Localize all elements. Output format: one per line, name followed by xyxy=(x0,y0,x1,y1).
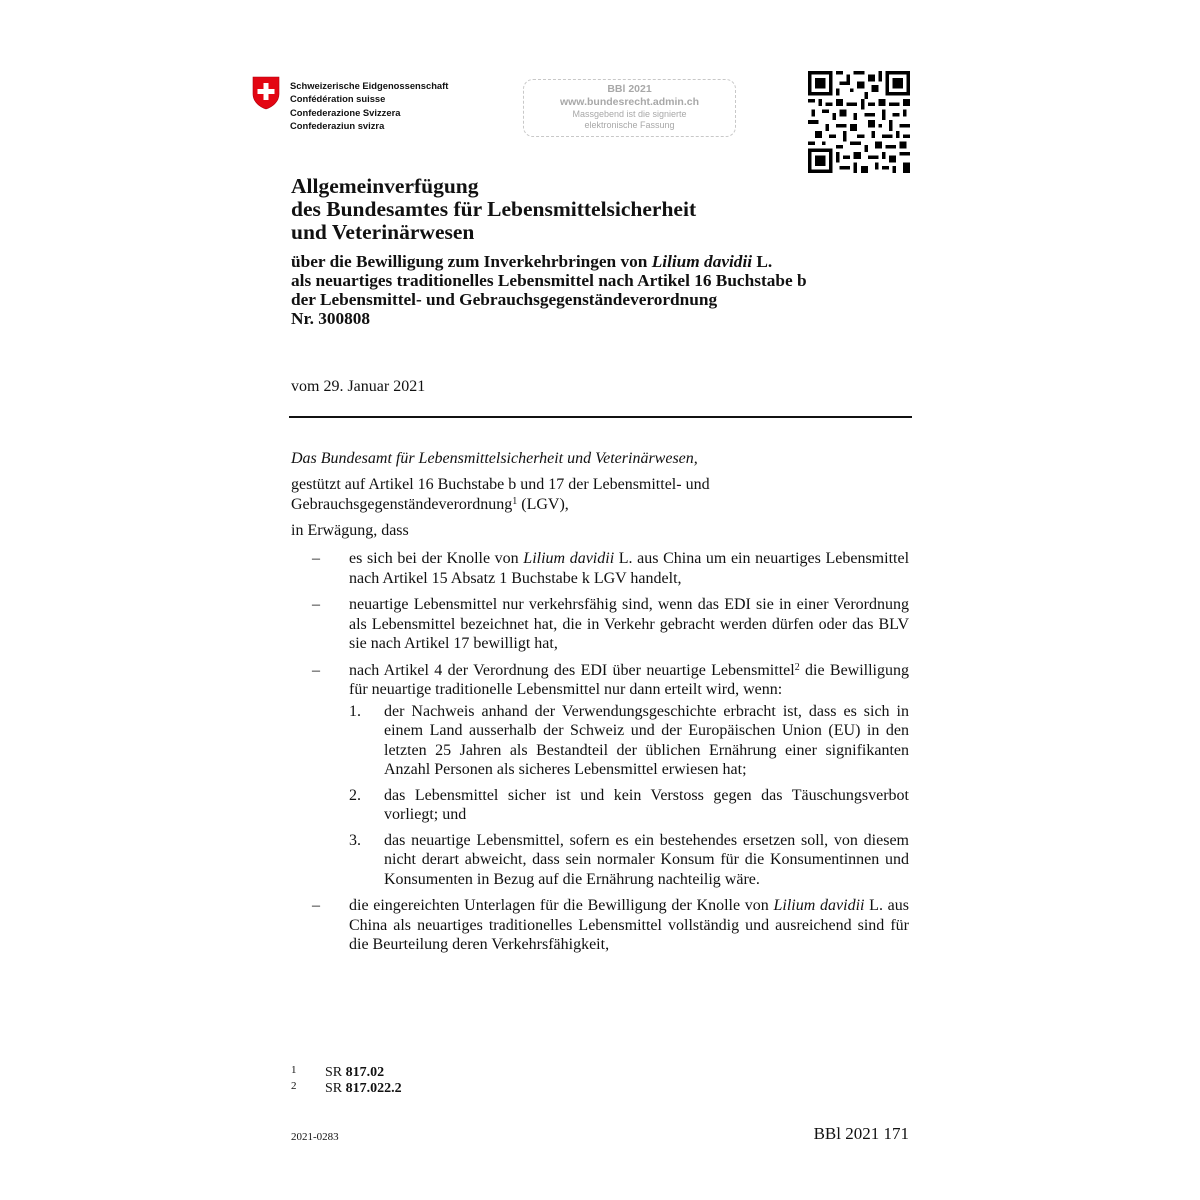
swiss-coat-of-arms-icon xyxy=(252,76,280,110)
document-title xyxy=(291,175,696,244)
title-line-2: des Bundesamtes für Lebensmittelsicherheit xyxy=(291,197,697,221)
footnote-1-link[interactable]: 817.02 xyxy=(345,1065,385,1080)
confederation-name-rm: Confederaziun svizra xyxy=(290,119,385,131)
stamp-url[interactable]: www.bundesrecht.admin.ch xyxy=(559,96,700,108)
document-subtitle xyxy=(291,252,807,328)
list-item: – es sich bei der Knolle von Lilium davidii L. aus China um ein neuartiges Lebensmittel nach Artikel 15 Absatz 1 Buchstabe k LGV handelt, xyxy=(312,550,910,587)
confederation-name-it: Confederazione Svizzera xyxy=(290,106,401,118)
considerations-heading: in Erwägung, dass xyxy=(291,522,409,539)
footnote-ref-2[interactable]: 2 xyxy=(794,661,800,673)
subtitle-line-4: Nr. 300808 xyxy=(291,309,371,328)
confederation-names xyxy=(290,79,448,132)
footnote-2-link[interactable]: 817.022.2 xyxy=(345,1081,402,1096)
stamp-bbl: BBl 2021 xyxy=(607,83,652,95)
confederation-name-de: Schweizerische Eidgenossenschaft xyxy=(290,80,449,91)
list-item: 1. der Nachweis anhand der Verwendungsgeschichte erbracht ist, dass es sich in einem Land ausserhalb der Schweiz und der Europäischen Union (EU) in den letzten 25 Jahren als Bestandteil der üblichen Ernährung einer signifikanten Anzahl Personen als sicheres Lebensmittel erwiesen hat; xyxy=(349,702,909,778)
confederation-name-fr: Confédération suisse xyxy=(290,93,386,105)
stamp-note-1: Massgebend ist die signierte xyxy=(572,109,687,119)
legal-basis: gestützt auf Artikel 16 Buchstabe b und 17 der Lebensmittel- und Gebrauchsgegenständeverordnung$^1$ (LGV), xyxy=(291,476,710,513)
footnote-2: 2 SR 817.022.2 xyxy=(291,1080,402,1096)
subtitle-line-2: als neuartiges traditionelles Lebensmittel nach Artikel 16 Buchstabe b xyxy=(291,271,807,290)
official-publication-stamp xyxy=(523,79,736,137)
subtitle-line-1: über die Bewilligung zum Inverkehrbringen von Lilium davidii L. xyxy=(291,252,773,271)
issuing-authority: Das Bundesamt für Lebensmittelsicherheit und Veterinärwesen, xyxy=(291,450,698,467)
list-item: – nach Artikel 4 der Verordnung des EDI über neuartige Lebensmittel$^2$ die Bewilligung für neuartige traditionelle Lebensmittel nur dann erteilt wird, wenn: 1. der Nachweis anhand der Verwendungsgeschichte erbracht ist, dass es sich in einem Land ausserhalb der Schweiz und der Europäischen Union (EU) in den letzten 25 Jahren als Bestandteil der üblichen Ernährung einer signifikanten Anzahl Personen als sicheres Lebensmittel erwiesen hat; 2. das Lebensmittel sicher ist und kein Verstoss gegen das Täuschungsverbot vorliegt; und 3. das neuartige Lebensmittel, sofern es ein bestehendes ersetzen soll, von diesem nicht derart abweicht, dass sein normaler Konsum für die Konsumentinnen und Konsumenten in Bezug auf die Ernährung nachteilig wäre. xyxy=(312,661,910,888)
list-item: 3. das neuartige Lebensmittel, sofern es ein bestehendes ersetzen soll, von diesem nicht derart abweicht, dass sein normaler Konsum für die Konsumentinnen und Konsumenten in Bezug auf die Ernährung nachteilig wäre. xyxy=(349,831,909,888)
title-line-1: Allgemeinverfügung xyxy=(291,174,479,198)
list-item: – die eingereichten Unterlagen für die Bewilligung der Knolle von Lilium davidii L. aus China als neuartiges traditionelles Lebensmittel vollständig und ausreichend sind für die Beurteilung deren Verkehrsfähigkeit, xyxy=(312,897,909,953)
list-item: 2. das Lebensmittel sicher ist und kein Verstoss gegen das Täuschungsverbot vorliegt; und xyxy=(349,786,909,823)
footnote-1: 1 SR 817.02 xyxy=(291,1064,385,1080)
stamp-note-2: elektronische Fassung xyxy=(584,120,675,130)
footnote-ref-1[interactable]: 1 xyxy=(512,495,518,507)
document-number: 2021-0283 xyxy=(291,1131,339,1143)
document-date: vom 29. Januar 2021 xyxy=(291,378,426,395)
subtitle-line-3: der Lebensmittel- und Gebrauchsgegenständeverordnung xyxy=(291,290,718,309)
page-reference: BBl 2021 171 xyxy=(813,1124,909,1143)
considerations-list xyxy=(291,549,909,962)
list-item: – neuartige Lebensmittel nur verkehrsfähig sind, wenn das EDI sie in einer Verordnung als Lebensmittel bezeichnet hat, die in Verkehr gebracht werden dürfen oder das BLV sie nach Artikel 17 bewilligt hat, xyxy=(312,596,909,652)
title-line-3: und Veterinärwesen xyxy=(291,220,475,244)
qr-code-icon xyxy=(808,71,910,173)
species-name: Lilium davidii xyxy=(651,252,753,271)
conditions-list xyxy=(349,702,909,890)
title-divider xyxy=(289,416,912,418)
